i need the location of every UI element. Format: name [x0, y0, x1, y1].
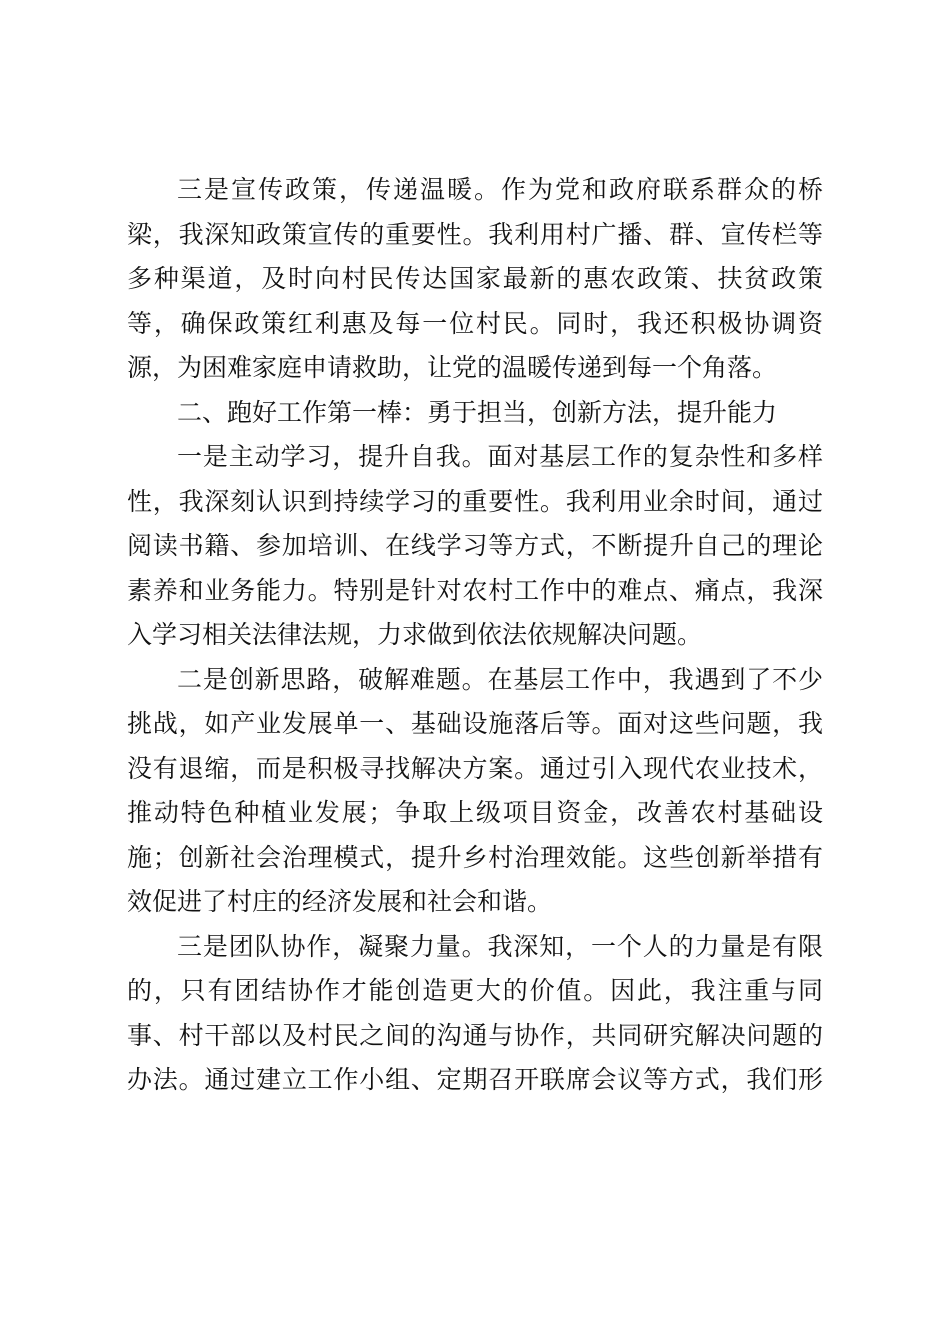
paragraph-4-line-2: 的，只有团结协作才能创造更大的价值。因此，我注重与同 — [127, 976, 823, 1005]
paragraph-2-line-2: 性，我深刻认识到持续学习的重要性。我利用业余时间，通过 — [127, 486, 823, 516]
document-body — [127, 168, 823, 1103]
paragraph-4-line-4: 办法。通过建立工作小组、定期召开联席会议等方式，我们形 — [127, 1065, 823, 1094]
paragraph-3-line-3: 没有退缩，而是积极寻找解决方案。通过引入现代农业技术， — [127, 753, 823, 783]
paragraph-1-line-3: 多种渠道，及时向村民传达国家最新的惠农政策、扶贫政策 — [127, 264, 823, 293]
paragraph-3-line-5: 施；创新社会治理模式，提升乡村治理效能。这些创新举措有 — [127, 842, 823, 872]
paragraph-1-line-5: 源，为困难家庭申请救助，让党的温暖传递到每一个角落。 — [127, 353, 778, 382]
paragraph-2-line-1: 一是主动学习，提升自我。面对基层工作的复杂性和多样 — [177, 442, 823, 471]
paragraph-3-line-4: 推动特色种植业发展；争取上级项目资金，改善农村基础设 — [127, 798, 823, 827]
paragraph-3-line-2: 挑战，如产业发展单一、基础设施落后等。面对这些问题，我 — [127, 709, 823, 738]
section-heading: 二、跑好工作第一棒：勇于担当，创新方法，提升能力 — [177, 397, 778, 427]
paragraph-1-line-2: 梁，我深知政策宣传的重要性。我利用村广播、群、宣传栏等 — [127, 219, 823, 249]
paragraph-3-line-6: 效促进了村庄的经济发展和社会和谐。 — [127, 887, 553, 916]
paragraph-3-line-1: 二是创新思路，破解难题。在基层工作中，我遇到了不少 — [177, 664, 823, 694]
paragraph-4-line-3: 事、村干部以及村民之间的沟通与协作，共同研究解决问题的 — [127, 1020, 823, 1050]
paragraph-2-line-5: 入学习相关法律法规，力求做到依法依规解决问题。 — [127, 620, 703, 649]
paragraph-2-line-4: 素养和业务能力。特别是针对农村工作中的难点、痛点，我深 — [127, 575, 823, 605]
paragraph-2-line-3: 阅读书籍、参加培训、在线学习等方式，不断提升自己的理论 — [127, 531, 823, 560]
paragraph-4-line-1: 三是团队协作，凝聚力量。我深知，一个人的力量是有限 — [177, 931, 823, 961]
paragraph-1-line-1: 三是宣传政策，传递温暖。作为党和政府联系群众的桥 — [177, 175, 823, 204]
paragraph-1-line-4: 等，确保政策红利惠及每一位村民。同时，我还积极协调资 — [127, 308, 823, 338]
